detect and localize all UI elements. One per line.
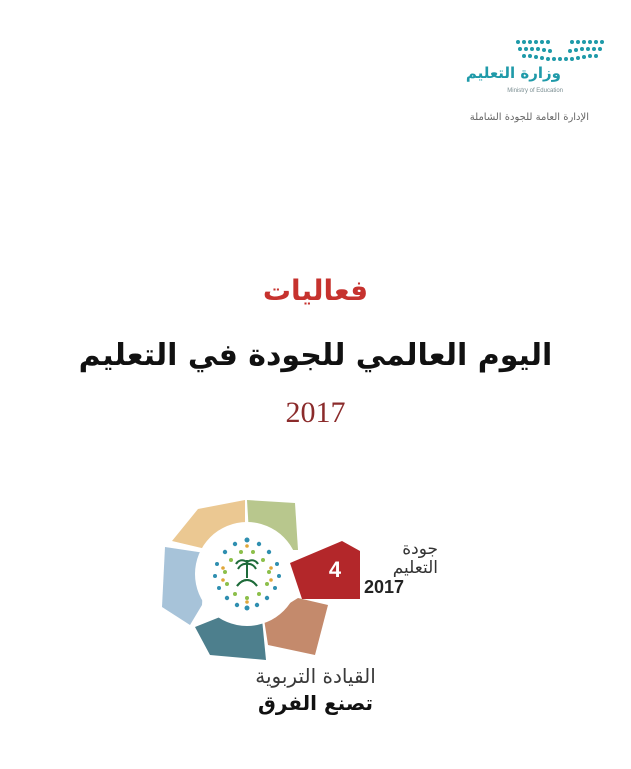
brand-line-1: جودة <box>402 539 438 559</box>
palm-swords-icon <box>233 554 261 590</box>
ministry-logo-icon <box>514 38 606 62</box>
slogan-line-2: تصنع الفرق <box>257 691 374 715</box>
quality-emblem <box>150 495 450 665</box>
slogan-line-1: القيادة التربوية <box>255 664 376 688</box>
department-name: الإدارة العامة للجودة الشاملة <box>469 112 589 123</box>
title-year: 2017 <box>285 396 346 429</box>
brand-line-2: التعليم <box>392 558 438 578</box>
ministry-name-en: Ministry of Education <box>507 88 563 94</box>
badge-number: 4 <box>328 557 342 582</box>
page-title: فعاليات <box>262 274 369 307</box>
page-subtitle: اليوم العالمي للجودة في التعليم <box>78 338 553 373</box>
brand-year: 2017 <box>364 577 405 597</box>
ministry-name-ar: وزارة التعليم <box>465 64 561 82</box>
